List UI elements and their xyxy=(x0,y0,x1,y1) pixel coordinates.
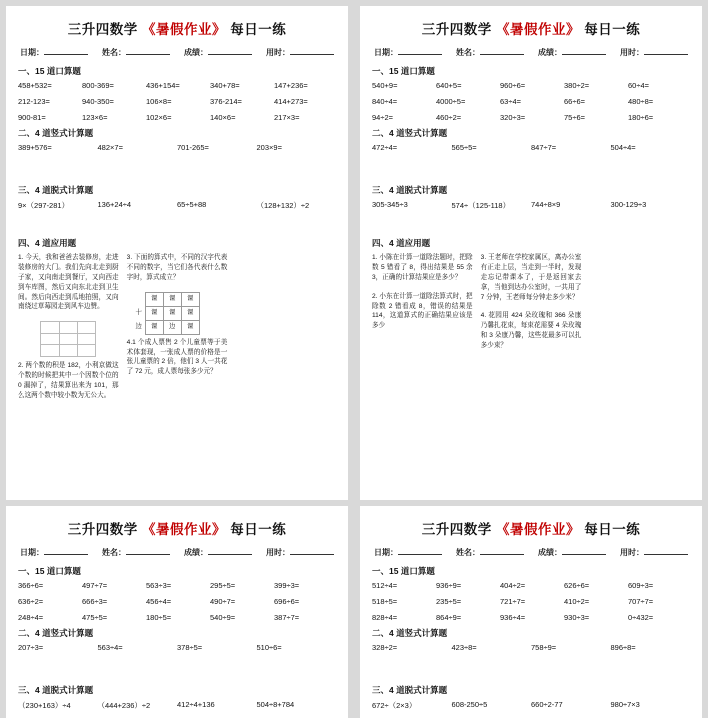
oral-item: 900-81= xyxy=(18,113,46,122)
escalate-item: （444+236）÷2 xyxy=(97,701,151,710)
vertical-item: 472÷4= xyxy=(372,143,398,152)
meta-time xyxy=(620,546,688,558)
meta-score-blank[interactable] xyxy=(208,46,252,55)
meta-time-label: 用时： xyxy=(620,48,644,57)
oral-problems xyxy=(18,81,336,122)
vertical-item: 207÷3= xyxy=(18,643,44,652)
oral-problems xyxy=(372,581,690,622)
meta-time xyxy=(266,46,334,58)
eqtab-corner xyxy=(133,292,146,306)
escalate-item: 136+24÷4 xyxy=(97,200,132,209)
oral-item: 235÷5= xyxy=(436,597,462,606)
oral-item: 936÷4= xyxy=(500,613,526,622)
oral-item: 930÷3= xyxy=(564,613,590,622)
section-escalate-heading: 三、4 道脱式计算题 xyxy=(18,185,94,195)
vertical-item: 389+576= xyxy=(18,143,52,152)
oral-item: 4000÷5= xyxy=(436,97,466,106)
oral-item: 707÷7= xyxy=(628,597,654,606)
eqtab-cell: 边 xyxy=(163,320,181,334)
meta-time-label: 用时： xyxy=(266,548,290,557)
eqtab-cell: 课 xyxy=(181,320,199,334)
title-suffix: 每日一练 xyxy=(230,22,287,37)
section-apps-heading: 四、4 道应用题 xyxy=(18,238,77,248)
oral-item: 497÷7= xyxy=(82,581,108,590)
oral-item: 140×6= xyxy=(210,113,236,122)
escalate-problems xyxy=(372,700,690,718)
escalate-problems xyxy=(372,200,690,232)
section-vertical-heading: 二、4 道竖式计算题 xyxy=(372,628,448,638)
vertical-problems xyxy=(18,143,336,179)
oral-problems xyxy=(18,581,336,622)
section-oral-heading: 一、15 道口算题 xyxy=(372,566,435,576)
eqtab-cell: 课 xyxy=(145,306,163,320)
eqtab-cell: 课 xyxy=(181,306,199,320)
section-apps-heading: 四、4 道应用题 xyxy=(372,238,431,248)
meta-date xyxy=(20,46,88,58)
title-prefix: 三升四数学 xyxy=(67,522,138,537)
oral-item: 828÷4= xyxy=(372,613,398,622)
meta-score-label: 成绩： xyxy=(538,48,562,57)
oral-item: 626÷6= xyxy=(564,581,590,590)
oral-item: 696÷6= xyxy=(274,597,300,606)
oral-item: 666÷3= xyxy=(82,597,108,606)
meta-row xyxy=(18,546,336,558)
oral-item: 366÷6= xyxy=(18,581,44,590)
section-oral-heading: 一、15 道口算题 xyxy=(372,66,435,76)
oral-item: 63÷4= xyxy=(500,97,522,106)
title-suffix: 每日一练 xyxy=(230,522,287,537)
escalate-problems xyxy=(18,200,336,232)
oral-item: 436+154= xyxy=(146,81,180,90)
apps-column xyxy=(18,253,119,410)
character-equation-table xyxy=(133,292,200,335)
oral-item: 399÷3= xyxy=(274,581,300,590)
apps-column xyxy=(589,253,690,360)
oral-item: 480÷8= xyxy=(628,97,654,106)
title-suffix: 每日一练 xyxy=(584,522,641,537)
section-vertical-heading: 二、4 道竖式计算题 xyxy=(18,128,94,138)
escalate-item: 504÷8+784 xyxy=(256,700,295,709)
oral-item: 212-123= xyxy=(18,97,50,106)
apps-column xyxy=(235,253,336,410)
vertical-item: 563÷4= xyxy=(97,643,123,652)
meta-name xyxy=(102,46,170,58)
meta-row xyxy=(18,46,336,58)
escalate-item: 300-129÷3 xyxy=(610,200,647,209)
oral-item: 563÷3= xyxy=(146,581,172,590)
meta-date-label: 日期： xyxy=(20,48,44,57)
app-item: 4. 花园用 424 朵玫瑰和 366 朵康乃馨扎花束，每束花需要 4 朵玫瑰和 3 朵康乃馨，这些花最多可以扎多少束？ xyxy=(480,312,582,350)
oral-item: 320÷3= xyxy=(500,113,526,122)
vertical-problems xyxy=(18,643,336,679)
oral-item: 518÷5= xyxy=(372,597,398,606)
escalate-item: 574÷（125-118） xyxy=(451,201,511,210)
meta-time xyxy=(266,546,334,558)
oral-item: 380÷2= xyxy=(564,81,590,90)
title-prefix: 三升四数学 xyxy=(421,522,492,537)
meta-date-blank[interactable] xyxy=(44,546,88,555)
vertical-item: 203×9= xyxy=(256,143,282,152)
meta-date xyxy=(374,46,442,58)
meta-date-blank[interactable] xyxy=(44,46,88,55)
meta-name-label: 姓名： xyxy=(456,548,480,557)
app-item: 4.1 个成人票售 2 个儿童票等于美术体套现，一张成人票的价格是一张儿童票的 2 倍，他们 3 人一共花了 72 元，成人票每张多少元？ xyxy=(126,338,228,376)
oral-item: 376-214= xyxy=(210,97,242,106)
oral-item: 490÷7= xyxy=(210,597,236,606)
vertical-item: 565÷5= xyxy=(451,143,477,152)
oral-item: 387÷7= xyxy=(274,613,300,622)
meta-score-blank[interactable] xyxy=(562,546,606,555)
vertical-item: 758÷9= xyxy=(531,643,557,652)
vertical-item: 482×7= xyxy=(97,143,123,152)
oral-item: 636÷2= xyxy=(18,597,44,606)
meta-name-label: 姓名： xyxy=(456,48,480,57)
oral-item: 410÷2= xyxy=(564,597,590,606)
page-title xyxy=(18,518,336,538)
meta-time-label: 用时： xyxy=(266,48,290,57)
oral-item: 180÷5= xyxy=(146,613,172,622)
oral-item: 123×6= xyxy=(82,113,108,122)
title-prefix: 三升四数学 xyxy=(421,22,492,37)
meta-date xyxy=(20,546,88,558)
meta-name xyxy=(456,46,524,58)
escalate-item: 672÷（2×3） xyxy=(372,701,417,710)
application-problems xyxy=(18,253,336,410)
app-item: 3. 王老师在学校家属区，离办公室有正走上层，当走到一半时，发现走忘记带课本了，于是返回家去拿，当他到达办公室时，一共用了 7 分钟，王老师每分钟走多少米？ xyxy=(480,254,582,301)
oral-item: 960÷6= xyxy=(500,81,526,90)
oral-item: 106×8= xyxy=(146,97,172,106)
meta-time-blank[interactable] xyxy=(644,46,688,55)
application-problems xyxy=(372,253,690,360)
oral-item: 800-369= xyxy=(82,81,114,90)
title-book: 《暑假作业》 xyxy=(496,22,580,37)
worksheet-page-1 xyxy=(6,6,348,500)
meta-name-blank[interactable] xyxy=(480,546,524,555)
oral-item: 540÷9= xyxy=(210,613,236,622)
oral-item: 295÷5= xyxy=(210,581,236,590)
app-item: 1. 小陈在计算一道除法题时，把除数 5 错看了 8，得出结果是 55 余 3，正确的计算结果应是多少？ xyxy=(372,254,473,281)
apps-column xyxy=(127,253,228,410)
meta-row xyxy=(372,546,690,558)
vertical-item: 378÷5= xyxy=(177,643,203,652)
oral-item: 66÷6= xyxy=(564,97,586,106)
apps-column xyxy=(481,253,582,360)
oral-item: 60÷4= xyxy=(628,81,650,90)
oral-item: 217×3= xyxy=(274,113,300,122)
eqtab-cell: 课 xyxy=(163,306,181,320)
vertical-item: 504÷4= xyxy=(610,143,636,152)
page-title xyxy=(372,518,690,538)
oral-item: 414+273= xyxy=(274,97,308,106)
escalate-item: 660÷2-77 xyxy=(531,700,563,709)
vertical-problems xyxy=(372,643,690,679)
escalate-problems xyxy=(18,700,336,718)
oral-item: 721÷7= xyxy=(500,597,526,606)
meta-score-blank[interactable] xyxy=(562,46,606,55)
grid-figure-icon xyxy=(40,321,96,357)
escalate-item: 305-345÷3 xyxy=(372,200,408,209)
section-vertical-heading: 二、4 道竖式计算题 xyxy=(18,628,94,638)
meta-name-blank[interactable] xyxy=(126,46,170,55)
oral-item: 512÷4= xyxy=(372,581,398,590)
vertical-item: 847÷7= xyxy=(531,143,557,152)
oral-item: 940-350= xyxy=(82,97,114,106)
escalate-item: 980÷7×3 xyxy=(610,700,640,709)
meta-name-label: 姓名： xyxy=(102,548,126,557)
app-item: 1. 今天，我和爸爸去装修房，走进装修房的大门。我们先向北走到厨子家，又向南走到餐厅，又向西走到车库图，然后又向东北走到卫生间。然后向西走到瓜地拍照，又向南绕过草莓园走到风车边赞。 xyxy=(18,254,119,311)
vertical-problems xyxy=(372,143,690,179)
oral-item: 458+532= xyxy=(18,81,52,90)
oral-item: 180÷6= xyxy=(628,113,654,122)
escalate-item: 608-250÷5 xyxy=(451,700,488,709)
meta-time-blank[interactable] xyxy=(644,546,688,555)
oral-item: 248÷4= xyxy=(18,613,44,622)
meta-score xyxy=(538,546,606,558)
app-item: 2. 两个数的积是 182，小利京做这个数的时候把其中一个因数个位的 0 漏掉了，结果算出来为 101，那么这两个数中较小数为无公大。 xyxy=(18,362,119,400)
oral-item: 0÷432= xyxy=(628,613,654,622)
escalate-item: 9×（297-281） xyxy=(18,201,70,210)
section-escalate-heading: 三、4 道脱式计算题 xyxy=(18,685,94,695)
oral-item: 460÷2= xyxy=(436,113,462,122)
oral-item: 936÷9= xyxy=(436,581,462,590)
oral-item: 864÷9= xyxy=(436,613,462,622)
worksheet-page-4 xyxy=(360,506,702,718)
oral-item: 75÷6= xyxy=(564,113,586,122)
meta-time-blank[interactable] xyxy=(290,546,334,555)
oral-item: 456÷4= xyxy=(146,597,172,606)
meta-score xyxy=(184,546,252,558)
escalate-item: 412÷4+136 xyxy=(177,700,215,709)
meta-score xyxy=(184,46,252,58)
vertical-item: 896÷8= xyxy=(610,643,636,652)
eqtab-rowlabel: 边 xyxy=(135,323,142,331)
escalate-item: 744÷8×9 xyxy=(531,200,561,209)
section-oral-heading: 一、15 道口算题 xyxy=(18,566,81,576)
title-book: 《暑假作业》 xyxy=(142,522,226,537)
eqtab-cell: 课 xyxy=(145,292,163,306)
worksheet-page-2 xyxy=(360,6,702,500)
oral-item: 404÷2= xyxy=(500,581,526,590)
section-oral-heading: 一、15 道口算题 xyxy=(18,66,81,76)
meta-name-blank[interactable] xyxy=(126,546,170,555)
title-prefix: 三升四数学 xyxy=(67,22,138,37)
title-book: 《暑假作业》 xyxy=(142,22,226,37)
meta-score xyxy=(538,46,606,58)
meta-row xyxy=(372,46,690,58)
title-suffix: 每日一练 xyxy=(584,22,641,37)
app-item: 3. 下面的算式中，不同的汉字代表不同的数字，当它们各代表什么数字时，算式成立？ xyxy=(126,254,228,281)
oral-item: 640+5= xyxy=(436,81,462,90)
meta-date-label: 日期： xyxy=(374,548,398,557)
meta-time xyxy=(620,46,688,58)
meta-score-blank[interactable] xyxy=(208,546,252,555)
worksheet-page-3 xyxy=(6,506,348,718)
vertical-item: 510÷6= xyxy=(256,643,282,652)
section-escalate-heading: 三、4 道脱式计算题 xyxy=(372,685,448,695)
meta-date-blank[interactable] xyxy=(398,546,442,555)
meta-date-label: 日期： xyxy=(374,48,398,57)
escalate-item: （230+163）÷4 xyxy=(18,701,71,710)
meta-date-blank[interactable] xyxy=(398,46,442,55)
eqtab-cell: 课 xyxy=(181,292,199,306)
meta-date xyxy=(374,546,442,558)
vertical-item: 701-265= xyxy=(177,143,209,152)
oral-item: 102×6= xyxy=(146,113,172,122)
oral-item: 609÷3= xyxy=(628,581,654,590)
eqtab-rowlabel: 十 xyxy=(135,309,142,317)
meta-name-label: 姓名： xyxy=(102,48,126,57)
meta-date-label: 日期： xyxy=(20,548,44,557)
section-vertical-heading: 二、4 道竖式计算题 xyxy=(372,128,448,138)
meta-score-label: 成绩： xyxy=(184,48,208,57)
oral-problems xyxy=(372,81,690,122)
meta-time-label: 用时： xyxy=(620,548,644,557)
vertical-item: 328÷2= xyxy=(372,643,398,652)
app-item: 2. 小东在计算一道除法算式时，把除数 2 错看成 8，错误的结果是 114，这道算式的正确结果应该是多少 xyxy=(372,292,473,330)
escalate-item: （128+132）÷2 xyxy=(256,201,310,210)
oral-item: 147+236= xyxy=(274,81,308,90)
page-title xyxy=(18,18,336,38)
meta-time-blank[interactable] xyxy=(290,46,334,55)
oral-item: 475÷5= xyxy=(82,613,108,622)
meta-name xyxy=(456,546,524,558)
section-escalate-heading: 三、4 道脱式计算题 xyxy=(372,185,448,195)
oral-item: 94÷2= xyxy=(372,113,394,122)
eqtab-cell: 课 xyxy=(163,292,181,306)
escalate-item: 65÷5+88 xyxy=(177,200,207,209)
oral-item: 340+78= xyxy=(210,81,240,90)
eqtab-cell: 课 xyxy=(145,320,163,334)
vertical-item: 423÷8= xyxy=(451,643,477,652)
apps-column xyxy=(372,253,473,360)
title-book: 《暑假作业》 xyxy=(496,522,580,537)
meta-name-blank[interactable] xyxy=(480,46,524,55)
meta-name xyxy=(102,546,170,558)
meta-score-label: 成绩： xyxy=(538,548,562,557)
meta-score-label: 成绩： xyxy=(184,548,208,557)
oral-item: 540+9= xyxy=(372,81,398,90)
page-title xyxy=(372,18,690,38)
oral-item: 840÷4= xyxy=(372,97,398,106)
